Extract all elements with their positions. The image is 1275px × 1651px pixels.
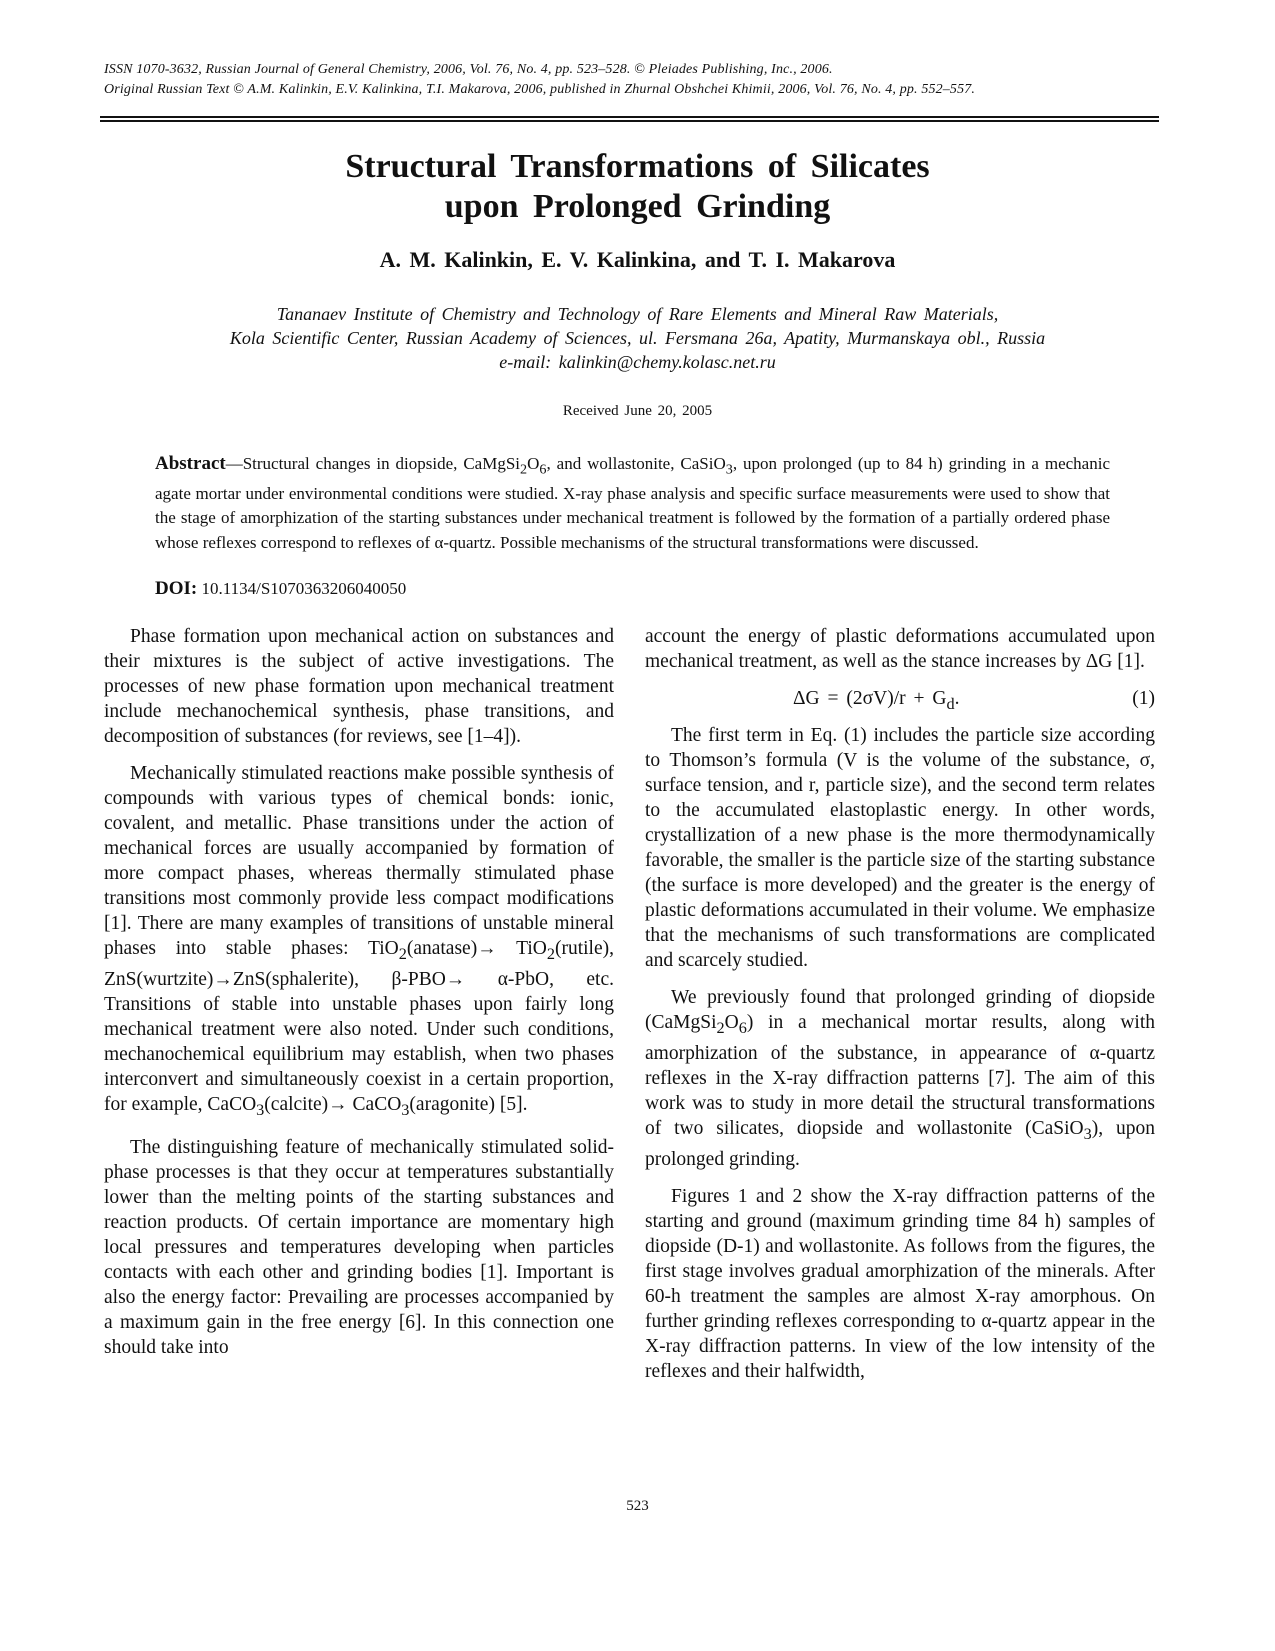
subscript: 3 (401, 1100, 410, 1119)
journal-header (104, 60, 1164, 100)
paragraph: The distinguishing feature of mechanically stimulated solid-phase processes is that they occur at temperatures substantially lower than the melting points of the starting substances and reaction products. Of certain importance are momentary high local pressures and temperatures developing when particles contacts with each other and grinding bodies [1]. Important is also the energy factor: Prevailing are processes accompanied by a maximum gain in the free energy [6]. In this connection one should take into (104, 1136, 614, 1358)
subscript: 3 (256, 1100, 265, 1119)
paragraph-text: O (724, 1012, 739, 1033)
abstract-text: O (527, 454, 540, 473)
affiliation-email: e-mail: kalinkin@chemy.kolasc.net.ru (499, 352, 776, 372)
header-line-issn: ISSN 1070-3632, Russian Journal of General Chemistry, 2006, Vol. 76, No. 4, pp. 523–528. © Pleiades Publishing, Inc., 2006. (104, 62, 833, 77)
doi-label: DOI: (155, 578, 198, 599)
title-line-2: upon Prolonged Grinding (444, 188, 831, 225)
paragraph: Phase formation upon mechanical action on substances and their mixtures is the subject of active investigations. The processes of new phase formation upon mechanical treatment include mechanochemical synthesis, phase transitions, and decomposition of substances (for reviews, see [1–4]). (104, 626, 614, 747)
header-line-original: Original Russian Text © A.M. Kalinkin, E.V. Kalinkina, T.I. Makarova, 2006, published in Zhurnal Obshchei Khimii, 2006, Vol. 76, No. 4, pp. 552–557. (104, 82, 976, 97)
paragraph: account the energy of plastic deformations accumulated upon mechanical treatment, as well as the stance increases by ΔG [1]. (645, 626, 1155, 672)
paragraph-text: (rutile), ZnS(wurtzite)→ZnS(sphalerite), β-PBO→ α-PbO, etc. Transitions of stable into unstable phases upon fairly long mechanical treatment were also noted. Under such conditions, mechanochemical equilibrium may establish, when two phases interconvert and simultaneously coexist in a certain proportion, for example, CaCO (104, 938, 614, 1115)
header-rule-bottom (100, 120, 1159, 122)
abstract-text: , and wollastonite, CaSiO (546, 454, 726, 473)
equation-1 (645, 686, 1155, 711)
abstract-dash: — (225, 454, 243, 473)
paragraph-text: ), upon prolonged grinding. (645, 1117, 1155, 1170)
right-column (645, 624, 1155, 1396)
paragraph-text: (calcite)→ CaCO (264, 1093, 402, 1115)
affiliation (110, 302, 1165, 374)
abstract (155, 452, 1110, 555)
subscript: 2 (398, 944, 407, 963)
subscript: 6 (539, 461, 547, 478)
equation-number: (1) (1132, 688, 1155, 709)
subscript: 6 (738, 1018, 747, 1037)
paragraph (645, 985, 1155, 1172)
received-date: Received June 20, 2005 (562, 403, 713, 419)
paragraph-text: (anatase)→ TiO (406, 938, 547, 959)
author-list: A. M. Kalinkin, E. V. Kalinkina, and T. I. Makarova (379, 247, 896, 272)
paragraph (104, 761, 614, 1123)
doi-link[interactable]: 10.1134/S1070363206040050 (201, 579, 407, 598)
article-title (0, 147, 1275, 227)
affiliation-line-1: Tananaev Institute of Chemistry and Technology of Rare Elements and Mineral Raw Materials, (276, 304, 999, 324)
subscript: 2 (546, 944, 555, 963)
subscript: 2 (520, 461, 528, 478)
doi-line (155, 578, 406, 600)
equation-expression (793, 686, 959, 717)
equation-text: . (954, 688, 960, 709)
subscript: d (946, 694, 955, 713)
paragraph-text: (aragonite) [5]. (409, 1093, 528, 1115)
equation-text: ΔG = (2σV)/r + G (793, 688, 947, 709)
paragraph: The first term in Eq. (1) includes the particle size according to Thomson’s formula (V is the volume of the substance, σ, surface tension, and r, particle size), and the second term relates to the accumulated elastoplastic energy. In other words, crystallization of a new phase is the more thermodynamically favorable, the smaller is the particle size of the starting substance (the surface is more developed) and the greater is the energy of plastic deformations accumulated in their volume. We emphasize that the mechanisms of such transformations are complicated and scarcely studied. (645, 725, 1155, 971)
paragraph: Figures 1 and 2 show the X-ray diffraction patterns of the starting and ground (maximum grinding time 84 h) samples of diopside (D-1) and wollastonite. As follows from the figures, the first stage involves gradual amorphization of the minerals. After 60-h treatment the samples are almost X-ray amorphous. On further grinding reflexes corresponding to α-quartz appear in the X-ray diffraction patterns. In view of the low intensity of the reflexes and their halfwidth, (645, 1185, 1155, 1382)
title-line-1: Structural Transformations of Silicates (345, 148, 930, 185)
affiliation-line-2: Kola Scientific Center, Russian Academy of Sciences, ul. Fersmana 26a, Apatity, Murmanskaya obl., Russia (229, 328, 1046, 348)
subscript: 3 (725, 461, 733, 478)
paragraph-text: Mechanically stimulated reactions make possible synthesis of compounds with various types of chemical bonds: ionic, covalent, and metallic. Phase transitions under the action of mechanical forces are usually accompanied by formation of more compact phases, whereas thermally stimulated phase transitions most commonly provide less compact modifications [1]. There are many examples of transitions of unstable mineral phases into stable phases: TiO (104, 763, 614, 959)
subscript: 2 (716, 1018, 725, 1037)
left-column (104, 624, 614, 1372)
abstract-label: Abstract (155, 453, 226, 474)
abstract-text: Structural changes in diopside, CaMgSi (242, 454, 521, 473)
header-rule-top (100, 116, 1159, 118)
page-number: 523 (626, 1498, 649, 1514)
paragraph-text: We previously found that prolonged grinding of diopside (CaMgSi (645, 987, 1155, 1033)
subscript: 3 (1083, 1124, 1092, 1143)
abstract-text: , upon prolonged (up to 84 h) grinding in a mechanic agate mortar under environmental conditions were studied. X-ray phase analysis and specific surface measurements were used to show that the stage of amorphization of the starting substances under mechanical treatment is followed by the formation of a partially ordered phase whose reflexes correspond to reflexes of α-quartz. Possible mechanisms of the structural transformations were discussed. (155, 454, 1110, 552)
paragraph-text: ) in a mechanical mortar results, along with amorphization of the substance, in appearance of α-quartz reflexes in the X-ray diffraction patterns [7]. The aim of this work was to study in more detail the structural transformations of two silicates, diopside and wollastonite (CaSiO (645, 1012, 1155, 1139)
